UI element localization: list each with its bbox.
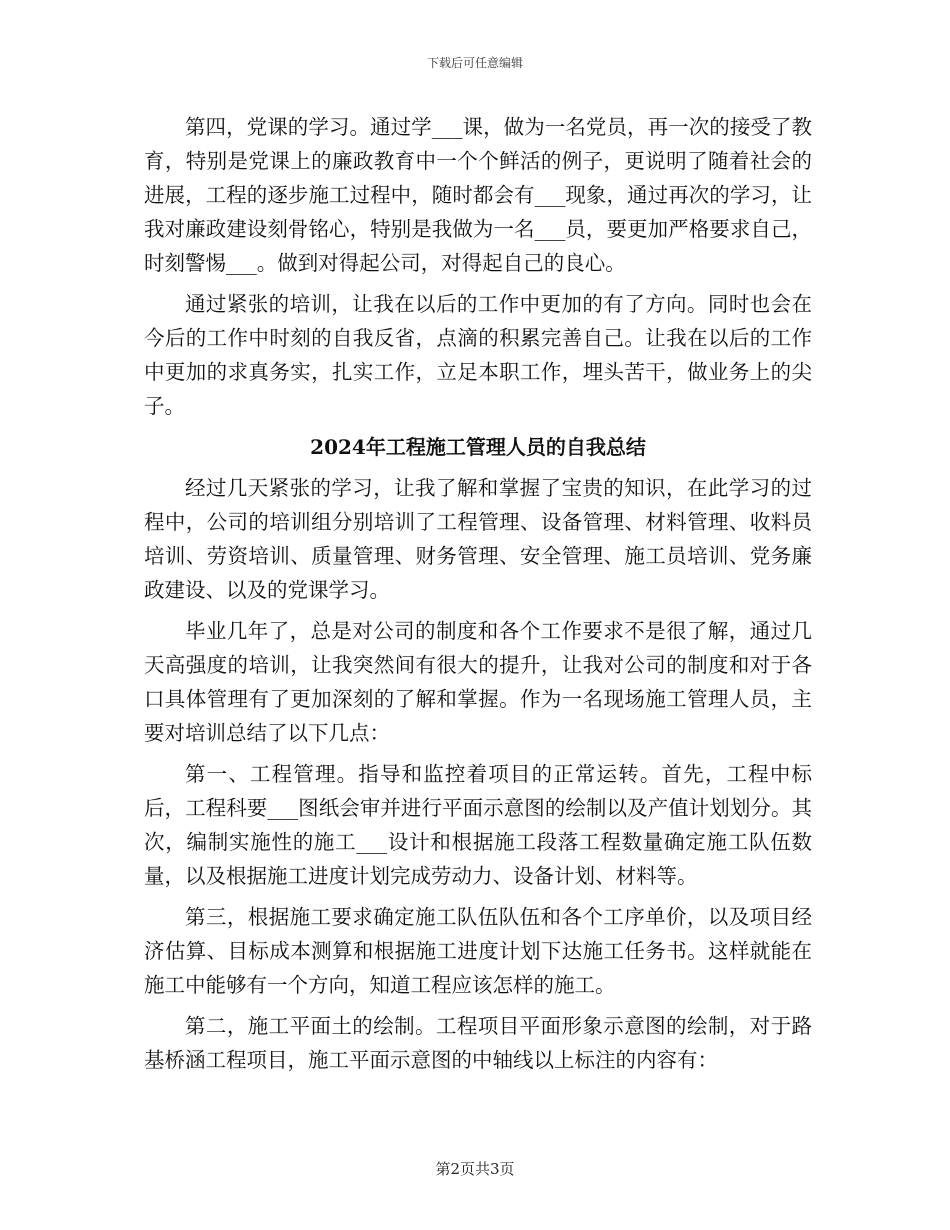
section-title: 2024年工程施工管理人员的自我总结 <box>310 435 646 459</box>
page-footer: 第2页共3页 <box>435 1160 515 1178</box>
paragraph: 第四，党课的学习。通过学___课，做为一名党员，再一次的接受了教育，特别是党课上的廉政教育中一个个鲜活的例子，更说明了随着社会的进展，工程的逐步施工过程中，随时都会有___现象，通过再次的学习，让我对廉政建设刻骨铭心，特别是我做为一名___员，要更加严格要求自己，时刻警惕___。做到对得起公司，对得起自己的良心。 <box>144 115 812 275</box>
paragraph: 经过几天紧张的学习，让我了解和掌握了宝贵的知识，在此学习的过程中，公司的培训组分别培训了工程管理、设备管理、材料管理、收料员培训、劳资培训、质量管理、财务管理、安全管理、施工员培训、党务廉政建设、以及的党课学习。 <box>144 476 812 602</box>
page-header: 下载后可任意编辑 <box>426 56 523 70</box>
paragraph: 第三，根据施工要求确定施工队伍队伍和各个工序单价，以及项目经济估算、目标成本测算和根据施工进度计划下达施工任务书。这样就能在施工中能够有一个方向，知道工程应该怎样的施工。 <box>144 905 812 997</box>
paragraph: 第二，施工平面土的绘制。工程项目平面形象示意图的绘制，对于路基桥涵工程项目，施工平面示意图的中轴线以上标注的内容有： <box>144 1014 812 1072</box>
paragraph: 第一、工程管理。指导和监控着项目的正常运转。首先，工程中标后，工程科要___图纸会审并进行平面示意图的绘制以及产值计划划分。其次，编制实施性的施工___设计和根据施工段落工程数量确定施工队伍数量，以及根据施工进度计划完成劳动力、设备计划、材料等。 <box>144 762 812 888</box>
paragraph: 通过紧张的培训，让我在以后的工作中更加的有了方向。同时也会在今后的工作中时刻的自我反省，点滴的积累完善自己。让我在以后的工作中更加的求真务实，扎实工作，立足本职工作，埋头苦干，做业务上的尖子。 <box>144 292 812 418</box>
paragraph: 毕业几年了，总是对公司的制度和各个工作要求不是很了解，通过几天高强度的培训，让我突然间有很大的提升，让我对公司的制度和对于各口具体管理有了更加深刻的了解和掌握。作为一名现场施工管理人员，主要对培训总结了以下几点： <box>144 619 812 745</box>
document-body <box>144 110 812 1084</box>
